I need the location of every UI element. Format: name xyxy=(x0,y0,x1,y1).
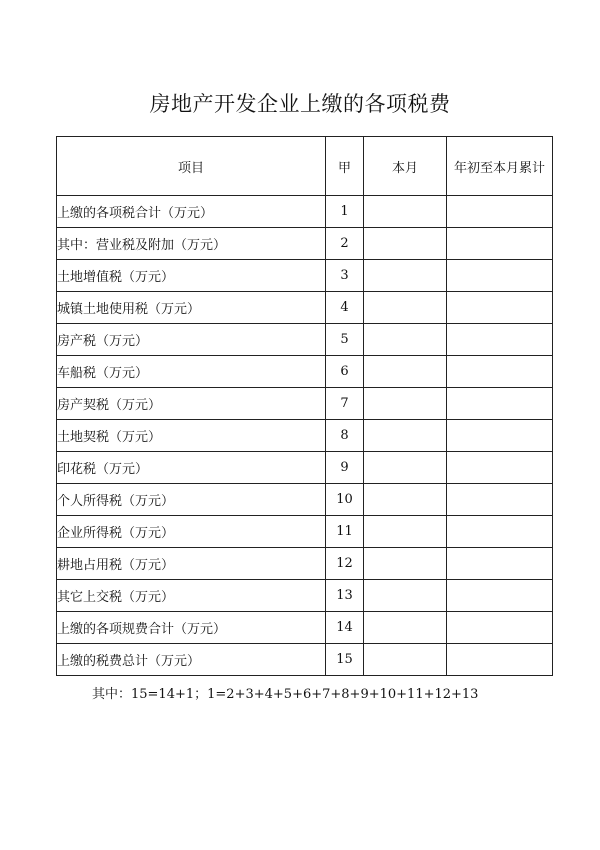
row-code: 1 xyxy=(326,196,364,228)
row-item-label: 土地契税（万元） xyxy=(57,420,326,452)
this-month-cell[interactable] xyxy=(364,196,447,228)
row-item-label: 耕地占用税（万元） xyxy=(57,548,326,580)
row-code: 8 xyxy=(326,420,364,452)
table-row xyxy=(57,420,553,452)
ytd-cell[interactable] xyxy=(447,580,553,612)
row-item-label: 房产契税（万元） xyxy=(57,388,326,420)
row-code: 4 xyxy=(326,292,364,324)
this-month-cell[interactable] xyxy=(364,260,447,292)
row-item-label: 城镇土地使用税（万元） xyxy=(57,292,326,324)
ytd-cell[interactable] xyxy=(447,548,553,580)
table-row xyxy=(57,388,553,420)
table-row xyxy=(57,452,553,484)
table-row xyxy=(57,548,553,580)
header-ytd: 年初至本月累计 xyxy=(447,137,553,196)
this-month-cell[interactable] xyxy=(364,420,447,452)
this-month-cell[interactable] xyxy=(364,580,447,612)
ytd-cell[interactable] xyxy=(447,644,553,676)
row-code: 15 xyxy=(326,644,364,676)
row-code: 14 xyxy=(326,612,364,644)
row-code: 6 xyxy=(326,356,364,388)
tax-table xyxy=(56,136,553,676)
table-row xyxy=(57,644,553,676)
row-item-label: 房产税（万元） xyxy=(57,324,326,356)
ytd-cell[interactable] xyxy=(447,388,553,420)
header-item: 项目 xyxy=(57,137,326,196)
ytd-cell[interactable] xyxy=(447,516,553,548)
table-body xyxy=(57,196,553,676)
ytd-cell[interactable] xyxy=(447,324,553,356)
ytd-cell[interactable] xyxy=(447,452,553,484)
table-row xyxy=(57,260,553,292)
row-item-label: 企业所得税（万元） xyxy=(57,516,326,548)
page-title: 房地产开发企业上缴的各项税费 xyxy=(149,92,451,116)
row-item-label: 印花税（万元） xyxy=(57,452,326,484)
this-month-cell[interactable] xyxy=(364,612,447,644)
ytd-cell[interactable] xyxy=(447,260,553,292)
row-code: 13 xyxy=(326,580,364,612)
row-code: 9 xyxy=(326,452,364,484)
row-code: 10 xyxy=(326,484,364,516)
table-header-row xyxy=(57,137,553,196)
this-month-cell[interactable] xyxy=(364,452,447,484)
table-row xyxy=(57,196,553,228)
this-month-cell[interactable] xyxy=(364,516,447,548)
ytd-cell[interactable] xyxy=(447,356,553,388)
ytd-cell[interactable] xyxy=(447,228,553,260)
this-month-cell[interactable] xyxy=(364,388,447,420)
this-month-cell[interactable] xyxy=(364,324,447,356)
table-row xyxy=(57,484,553,516)
this-month-cell[interactable] xyxy=(364,548,447,580)
ytd-cell[interactable] xyxy=(447,484,553,516)
row-code: 3 xyxy=(326,260,364,292)
row-item-label: 个人所得税（万元） xyxy=(57,484,326,516)
table-row xyxy=(57,228,553,260)
header-code: 甲 xyxy=(326,137,364,196)
table-row xyxy=(57,324,553,356)
row-code: 2 xyxy=(326,228,364,260)
row-item-label: 上缴的各项规费合计（万元） xyxy=(57,612,326,644)
row-item-label: 其中：营业税及附加（万元） xyxy=(57,228,326,260)
this-month-cell[interactable] xyxy=(364,484,447,516)
row-code: 7 xyxy=(326,388,364,420)
this-month-cell[interactable] xyxy=(364,292,447,324)
ytd-cell[interactable] xyxy=(447,420,553,452)
ytd-cell[interactable] xyxy=(447,292,553,324)
table-row xyxy=(57,612,553,644)
row-code: 5 xyxy=(326,324,364,356)
table-row xyxy=(57,516,553,548)
row-item-label: 上缴的税费总计（万元） xyxy=(57,644,326,676)
ytd-cell[interactable] xyxy=(447,612,553,644)
header-this-month: 本月 xyxy=(364,137,447,196)
table-row xyxy=(57,356,553,388)
ytd-cell[interactable] xyxy=(447,196,553,228)
row-item-label: 车船税（万元） xyxy=(57,356,326,388)
formula-footnote: 其中：15=14+1；1=2+3+4+5+6+7+8+9+10+11+12+13 xyxy=(92,687,479,702)
row-code: 11 xyxy=(326,516,364,548)
row-item-label: 上缴的各项税合计（万元） xyxy=(57,196,326,228)
row-item-label: 土地增值税（万元） xyxy=(57,260,326,292)
this-month-cell[interactable] xyxy=(364,356,447,388)
this-month-cell[interactable] xyxy=(364,644,447,676)
this-month-cell[interactable] xyxy=(364,228,447,260)
row-code: 12 xyxy=(326,548,364,580)
table-row xyxy=(57,292,553,324)
row-item-label: 其它上交税（万元） xyxy=(57,580,326,612)
table-row xyxy=(57,580,553,612)
